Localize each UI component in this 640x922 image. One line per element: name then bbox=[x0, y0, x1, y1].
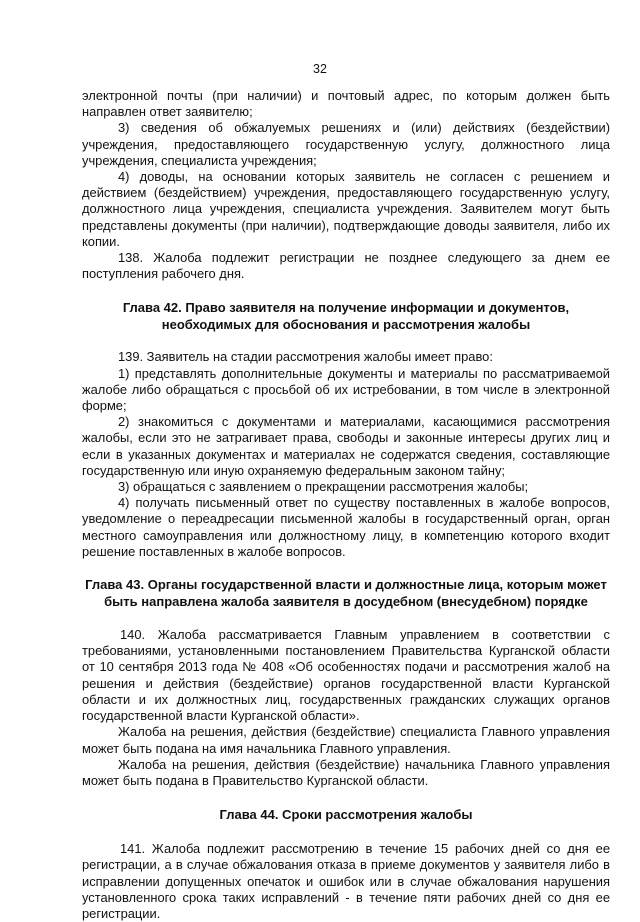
paragraph: 138. Жалоба подлежит регистрации не позднее следующего за днем ее поступления рабочего дня. bbox=[82, 250, 610, 282]
heading-line: быть направлена жалоба заявителя в досудебном (внесудебном) порядке bbox=[104, 594, 588, 610]
heading-line: необходимых для обоснования и рассмотрения жалобы bbox=[161, 317, 531, 333]
paragraph: 1) представлять дополнительные документы и материалы по рассматриваемой жалобе либо обращаться с просьбой об их истребовании, в том числе в электронной форме; bbox=[82, 365, 610, 414]
paragraph: 4) доводы, на основании которых заявитель не согласен с решением и действием (бездействием) учреждения, предоставляющего государственную услугу, должностного лица учреждения, специалиста учреждения. Заявителем могут быть представлены документы (при наличии), подтверждающие доводы заявителя, либо их копии. bbox=[82, 169, 610, 249]
paragraph: Жалоба на решения, действия (бездействие) специалиста Главного управления может быть подана на имя начальника Главного управления. bbox=[82, 724, 610, 756]
paragraph: 2) знакомиться с документами и материалами, касающимися рассмотрения жалобы, если это не затрагивает права, свободы и законные интересы других лиц и если в указанных документах и материалах не содержатся сведения, составляющие государственную или иную охраняемую федеральным законом тайну; bbox=[82, 414, 610, 478]
paragraph: 3) обращаться с заявлением о прекращении рассмотрения жалобы; bbox=[118, 479, 529, 495]
chapter-43-heading bbox=[82, 576, 610, 610]
heading-line: Глава 42. Право заявителя на получение информации и документов, bbox=[122, 300, 570, 316]
paragraph: 139. Заявитель на стадии рассмотрения жалобы имеет право: bbox=[118, 349, 493, 365]
paragraph: 141. Жалоба подлежит рассмотрению в течение 15 рабочих дней со дня ее регистрации, а в случае обжалования отказа в приеме документов у заявителя либо в исправлении допущенных опечаток и ошибок или в случае обжалования нарушения установленного срока таких исправлений - в течение пяти рабочих дней со дня ее регистрации. bbox=[82, 841, 610, 921]
paragraph: электронной почты (при наличии) и почтовый адрес, по которым должен быть направлен ответ заявителю; bbox=[82, 88, 610, 120]
chapter-42-heading bbox=[82, 299, 610, 333]
paragraph: 3) сведения об обжалуемых решениях и (или) действиях (бездействии) учреждения, предоставляющего государственную услугу, должностного лица учреждения, специалиста учреждения; bbox=[82, 120, 610, 168]
paragraph: Жалоба на решения, действия (бездействие) начальника Главного управления может быть подана в Правительство Курганской области. bbox=[82, 756, 610, 788]
paragraph: 140. Жалоба рассматривается Главным управлением в соответствии с требованиями, установленными постановлением Правительства Курганской области от 10 сентября 2013 года № 408 «Об особенностях подачи и рассмотрения жалоб на решения и действия (бездействие) органов государственной власти Курганской области и их должностных лиц, государственных гражданских служащих органов государственной власти Курганской области». bbox=[82, 627, 610, 724]
paragraph: 4) получать письменный ответ по существу поставленных в жалобе вопросов, уведомление о переадресации письменной жалобы в государственный орган, орган местного самоуправления или должностному лицу, в компетенцию которого входит решение поставленных в жалобе вопросов. bbox=[82, 495, 610, 559]
page-content bbox=[82, 88, 610, 922]
page-number: 32 bbox=[313, 62, 327, 76]
chapter-44-heading: Глава 44. Сроки рассмотрения жалобы bbox=[219, 807, 473, 823]
heading-line: Глава 43. Органы государственной власти и должностные лица, которым может bbox=[85, 577, 607, 593]
